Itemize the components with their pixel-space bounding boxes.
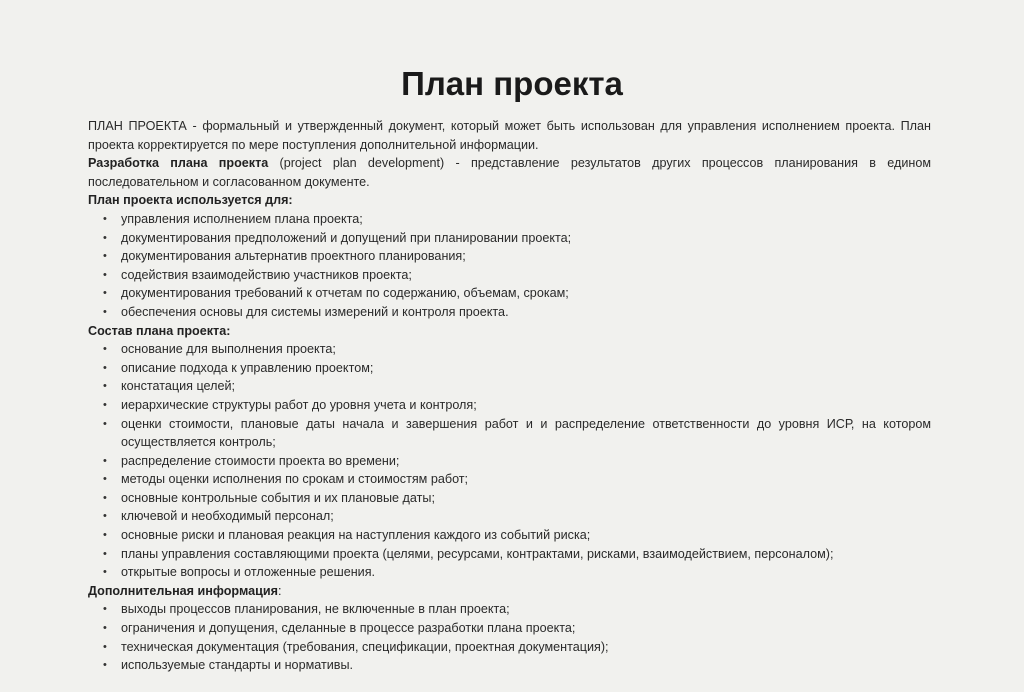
development-text: (project plan development) - представление результатов других процессов планирования в едином последовательном и согласованном документе. (88, 156, 931, 189)
list-item: • документирования альтернатив проектного планирования; (100, 247, 931, 266)
development-paragraph (88, 154, 931, 191)
usage-list (88, 210, 931, 322)
composition-list (88, 340, 931, 582)
composition-heading: Состав плана проекта: (88, 323, 231, 338)
slide-content (88, 117, 931, 675)
list-item: • иерархические структуры работ до уровня учета и контроля; (100, 396, 931, 415)
list-item: • управления исполнением плана проекта; (100, 210, 931, 229)
additional-heading-text: Дополнительная информация (88, 583, 278, 598)
list-item: • техническая документация (требования, спецификации, проектная документация); (100, 638, 931, 657)
page-title: План проекта (401, 65, 623, 102)
list-item: • оценки стоимости, плановые даты начала и завершения работ и и распределение ответственности до уровня ИСР, на котором осуществляется контроль; (100, 415, 931, 452)
usage-heading: План проекта используется для: (88, 193, 293, 208)
additional-heading-suffix: : (277, 583, 282, 598)
list-item: • планы управления составляющими проекта (целями, ресурсами, контрактами, рисками, взаимодействием, персоналом); (100, 545, 931, 564)
list-item: • открытые вопросы и отложенные решения. (100, 563, 931, 582)
intro-text: - формальный и утвержденный документ, который может быть использован для управления исполнением проекта. План проекта корректируется по мере поступления дополнительной информации. (88, 119, 931, 152)
list-item: • основные контрольные события и их плановые даты; (100, 489, 931, 508)
development-term: Разработка плана проекта (88, 156, 269, 171)
list-item: • выходы процессов планирования, не включенные в план проекта; (100, 600, 931, 619)
list-item: • используемые стандарты и нормативы. (100, 656, 931, 675)
list-item: • документирования предположений и допущений при планировании проекта; (100, 229, 931, 248)
additional-list (88, 600, 931, 674)
list-item: • обеспечения основы для системы измерений и контроля проекта. (100, 303, 931, 322)
list-item: • ограничения и допущения, сделанные в процессе разработки плана проекта; (100, 619, 931, 638)
list-item: • распределение стоимости проекта во времени; (100, 452, 931, 471)
list-item: • констатация целей; (100, 377, 931, 396)
list-item: • ключевой и необходимый персонал; (100, 507, 931, 526)
list-item: • документирования требований к отчетам по содержанию, объемам, срокам; (100, 284, 931, 303)
list-item: • методы оценки исполнения по срокам и стоимостям работ; (100, 470, 931, 489)
intro-paragraph (88, 117, 931, 154)
additional-heading (88, 582, 931, 601)
list-item: • содействия взаимодействию участников проекта; (100, 266, 931, 285)
intro-term: ПЛАН ПРОЕКТА (88, 119, 187, 133)
list-item: • основание для выполнения проекта; (100, 340, 931, 359)
list-item: • основные риски и плановая реакция на наступления каждого из событий риска; (100, 526, 931, 545)
list-item: • описание подхода к управлению проектом; (100, 359, 931, 378)
